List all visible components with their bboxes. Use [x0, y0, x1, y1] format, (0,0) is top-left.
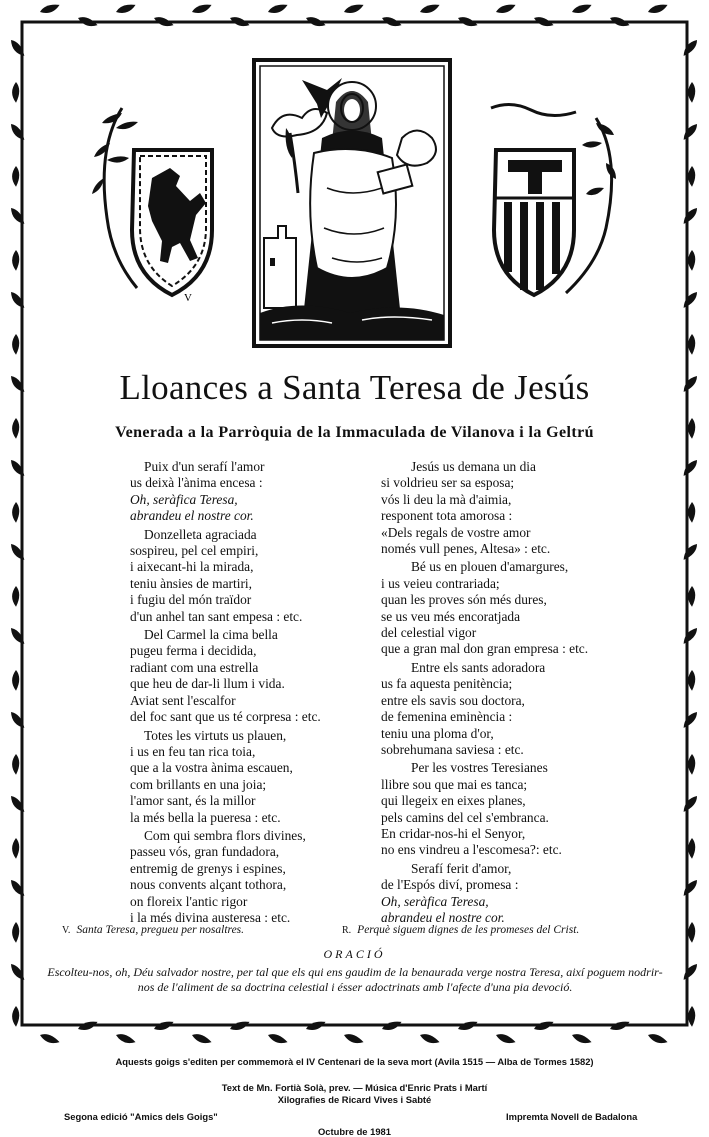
poem-right-column [381, 459, 671, 928]
poem-line: entre els savis sou doctora, [381, 692, 525, 708]
poem-line: quan les proves són més dures, [381, 592, 547, 608]
poem-line: nous convents alçant tothora, [130, 877, 287, 893]
poem-line: del celestial vigor [381, 625, 477, 641]
poem-line: radiant com una estrella [130, 659, 259, 675]
poem-line: pugeu ferma i decidida, [130, 643, 257, 659]
poem-line: i la més divina austeresa : etc. [130, 909, 291, 925]
poem-line: Entre els sants adoradora [411, 659, 546, 675]
poem-line: teniu una ploma d'or, [381, 725, 494, 741]
versicle-label: V. [62, 925, 71, 936]
poem-line: Totes les virtuts us plauen, [144, 727, 287, 743]
poem-line: «Dels regals de vostre amor [381, 524, 531, 540]
poem-line: Per les vostres Teresianes [411, 760, 548, 776]
poem-line: només vull penes, Altesa» : etc. [381, 541, 551, 557]
footer-commemoration: Aquests goigs s'editen per commemorà el IV Centenari de la seva mort (Avila 1515 — Alba de Tormes 1582) [115, 1056, 594, 1067]
poem-stanza [381, 459, 671, 557]
poem-line: l'amor sant, és la millor [130, 793, 256, 809]
poem-line: Aviat sent l'escalfor [130, 692, 236, 708]
saint-woodcut [252, 58, 452, 348]
poem-line: i fugiu del món traïdor [130, 592, 252, 608]
poem-line: llibre sou que mai es tanca; [381, 776, 528, 792]
poem-line: abrandeu el nostre cor. [381, 909, 505, 925]
oracio-text: Escolteu-nos, oh, Déu salvador nostre, per tal que els qui ens gaudim de la benaurada verge nostra Teresa, així poguem nodrir-nos de l'aliment de sa doctrina celestial i ésser adoctrinats amb l'afecte d'una pia devoció. [47, 965, 663, 994]
page-title: Lloances a Santa Teresa de Jesús [119, 368, 590, 407]
poem-stanza [130, 828, 420, 926]
poem-line: vós li deu la mà d'aimia, [381, 491, 512, 507]
footer-printer: Impremta Novell de Badalona [506, 1111, 638, 1122]
poem-line: d'un anhel tan sant empesa : etc. [130, 608, 303, 624]
poem-left-column [130, 459, 420, 928]
poem-line: Bé us en plouen d'amargures, [411, 559, 569, 575]
poem-line: no ens vindreu a l'escomesa?: etc. [381, 842, 562, 858]
page-subtitle: Venerada a la Parròquia de la Immaculada de Vilanova i la Geltrú [115, 424, 594, 441]
poem-line: sobrehumana saviesa : etc. [381, 741, 524, 757]
poem-line: de l'Espós diví, promesa : [381, 877, 519, 893]
poem-line: En cridar-nos-hi el Senyor, [381, 825, 526, 841]
poem-line: Oh, seràfica Teresa, [130, 491, 238, 507]
poem-line: qui llegeix en eixes planes, [381, 793, 526, 809]
footer-date: Octubre de 1981 [318, 1126, 391, 1137]
poem-line: i us veieu contrariada; [381, 575, 500, 591]
poem-line: que heu de dar-li llum i vida. [130, 676, 285, 692]
poem-stanza [130, 627, 420, 725]
left-shield-letter: V [184, 292, 192, 304]
left-shield [92, 98, 222, 308]
poem-stanza [381, 861, 671, 927]
poem-stanza [130, 459, 420, 525]
response-label: R. [342, 925, 352, 936]
poem-line: pels camins del cel s'embranca. [381, 809, 549, 825]
poem-line: Puix d'un serafí l'amor [144, 459, 265, 474]
footer-woodcuts: Xilografies de Ricard Vives i Sabté [277, 1094, 432, 1105]
versicle-text: Santa Teresa, pregueu per nosaltres. [76, 924, 245, 936]
poem-stanza [381, 559, 671, 657]
poem-line: Serafí ferit d'amor, [411, 860, 512, 876]
poem-line: com brillants en una joia; [130, 776, 267, 792]
poem-line: teniu ànsies de martiri, [130, 575, 252, 591]
oracio-heading: ORACIÓ [323, 947, 386, 961]
poem-line: Oh, seràfica Teresa, [381, 893, 489, 909]
poem-stanza [130, 728, 420, 826]
poem-line: de femenina eminència : [381, 709, 513, 725]
poem-line: us fa aquesta penitència; [381, 676, 513, 692]
poem-line: on floreix l'antic rigor [130, 893, 248, 909]
poem-line: la més bella la pueresa : etc. [130, 809, 281, 825]
right-shield [486, 98, 616, 308]
poem-line: entremig de grenys i espines, [130, 860, 286, 876]
poem-line: responent tota amorosa : [381, 508, 513, 524]
poem-line: Del Carmel la cima bella [144, 627, 278, 643]
poem-line: sospireu, pel cel empiri, [130, 543, 259, 559]
poem-stanza [381, 760, 671, 858]
footer-edition: Segona edició "Amics dels Goigs" [64, 1111, 218, 1122]
poem-line: se us veu més encoratjada [381, 608, 521, 624]
poem-stanza [130, 527, 420, 625]
poem-line: Com qui sembra flors divines, [144, 827, 306, 843]
poem-stanza [381, 660, 671, 758]
poem-line: i aixecant-hi la mirada, [130, 559, 254, 575]
poem-line: Jesús us demana un dia [411, 459, 536, 474]
poem-line: Donzelleta agraciada [144, 526, 257, 542]
poem-line: que a gran mal don gran empresa : etc. [381, 641, 589, 657]
poem-line: si voldrieu ser sa esposa; [381, 475, 515, 491]
poem-line: passeu vós, gran fundadora, [130, 844, 280, 860]
response-text: Perquè siguem dignes de les promeses del Crist. [357, 924, 580, 936]
poem-line: us deixà l'ànima encesa : [130, 475, 263, 491]
poem-line: i us en feu tan rica toia, [130, 743, 256, 759]
poem-line: abrandeu el nostre cor. [130, 508, 254, 524]
poem-line: del foc sant que us té corpresa : etc. [130, 709, 321, 725]
footer-credits: Text de Mn. Fortià Solà, prev. — Música d'Enric Prats i Martí [221, 1082, 488, 1093]
poem-line: que a la vostra ànima escauen, [130, 760, 293, 776]
